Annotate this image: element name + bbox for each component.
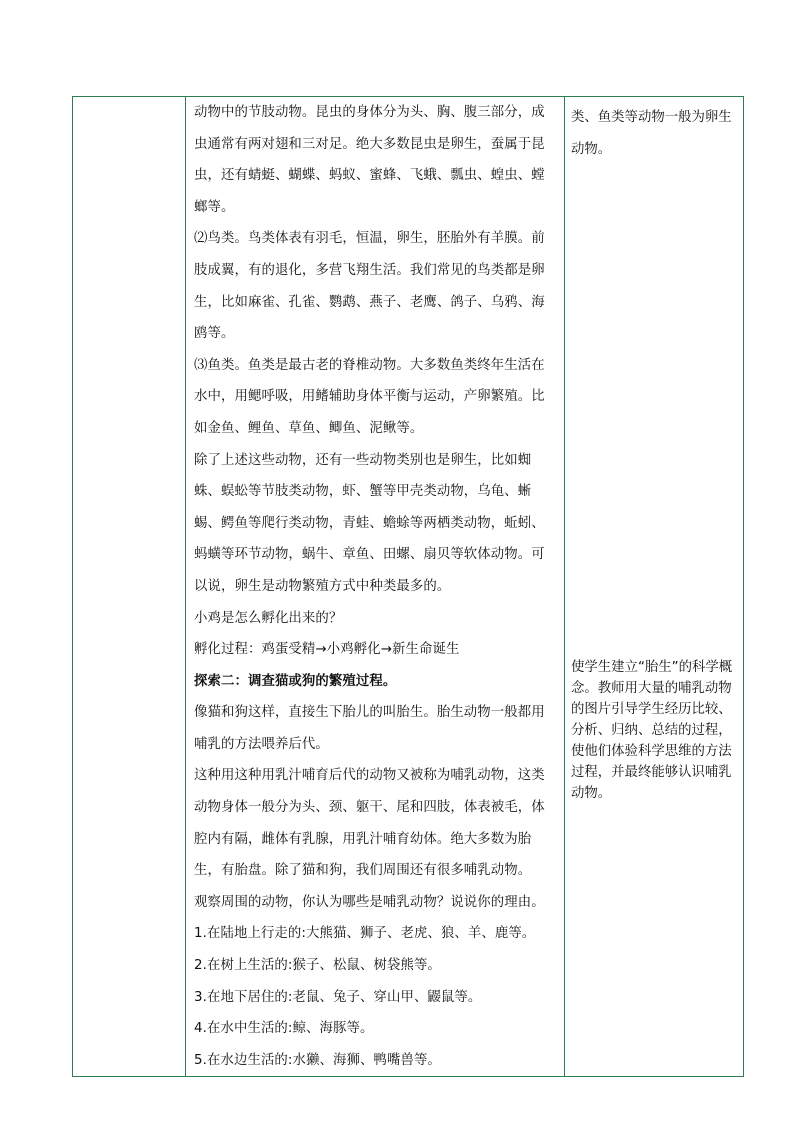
paragraph-mammals: 这种用这种用乳汁哺育后代的动物又被称为哺乳动物，这类动物身体一般分为头、颈、躯干、尾和四肢，体表被毛，体腔内有隔，雌体有乳腺，用乳汁哺育幼体。绝大多数为胎生，有胎盘。除了猫和狗，我们周围还有很多哺乳动物。 (194, 768, 545, 879)
lesson-table (72, 96, 744, 1077)
paragraph-hatching-process: 孵化过程：鸡蛋受精→小鸡孵化→新生命诞生 (194, 642, 460, 658)
paragraph-viviparous: 像猫和狗这样，直接生下胎儿的叫胎生。胎生动物一般都用哺乳的方法喂养后代。 (194, 705, 545, 752)
table-row (73, 97, 744, 1077)
content-cell (186, 97, 565, 1077)
paragraph-fish: ⑶鱼类。鱼类是最古老的脊椎动物。大多数鱼类终年生活在水中，用鳃呼吸，用鳍辅助身体平衡与运动，产卵繁殖。比如金鱼、鲤鱼、草鱼、鲫鱼、泥鳅等。 (194, 357, 545, 436)
list-item-trees: 2.在树上生活的:猴子、松鼠、树袋熊等。 (194, 958, 441, 974)
side-note-oviparous: 类、鱼类等动物一般为卵生动物。 (571, 110, 732, 157)
list-item-waterside: 5.在水边生活的:水獭、海狮、鸭嘴兽等。 (194, 1052, 441, 1068)
side-note-viviparous: 使学生建立“胎生”的科学概念。教师用大量的哺乳动物的图片引导学生经历比较、分析、归纳、总结的过程，使他们体验科学思维的方法过程，并最终能够认识哺乳动物。 (571, 660, 733, 801)
paragraph-birds: ⑵鸟类。鸟类体表有羽毛，恒温，卵生，胚胎外有羊膜。前肢成翼，有的退化，多营飞翔生活。我们常见的鸟类都是卵生，比如麻雀、孔雀、鹦鹉、燕子、老鹰、鸽子、乌鸦、海鸥等。 (194, 231, 545, 342)
paragraph-observe-question: 观察周围的动物，你认为哪些是哺乳动物？说说你的理由。 (194, 894, 545, 910)
list-item-underground: 3.在地下居住的:老鼠、兔子、穿山甲、鼹鼠等。 (194, 989, 482, 1005)
paragraph-chick-question: 小鸡是怎么孵化出来的？ (194, 610, 343, 626)
list-item-land: 1.在陆地上行走的:大熊猫、狮子、老虎、狼、羊、鹿等。 (194, 926, 536, 942)
list-item-water: 4.在水中生活的:鲸、海豚等。 (194, 1021, 374, 1037)
paragraph-insects-continued: 动物中的节肢动物。昆虫的身体分为头、胸、腹三部分，成虫通常有两对翅和三对足。绝大多数昆虫是卵生，蚕属于昆虫，还有蜻蜓、蝴蝶、蚂蚁、蜜蜂、飞蛾、瓢虫、蝗虫、螳螂等。 (194, 105, 545, 215)
notes-cell (565, 97, 744, 1077)
left-empty-cell (73, 97, 186, 1077)
paragraph-other-oviparous: 除了上述这些动物，还有一些动物类别也是卵生，比如蜘蛛、蜈蚣等节肢类动物，虾、蟹等甲壳类动物，乌龟、蜥蜴、鳄鱼等爬行类动物，青蛙、蟾蜍等两栖类动物，蚯蚓、蚂蟥等环节动物，蜗牛、章鱼、田螺、扇贝等软体动物。可以说，卵生是动物繁殖方式中种类最多的。 (194, 452, 545, 594)
heading-explore-two: 探索二：调查猫或狗的繁殖过程。 (194, 673, 397, 689)
